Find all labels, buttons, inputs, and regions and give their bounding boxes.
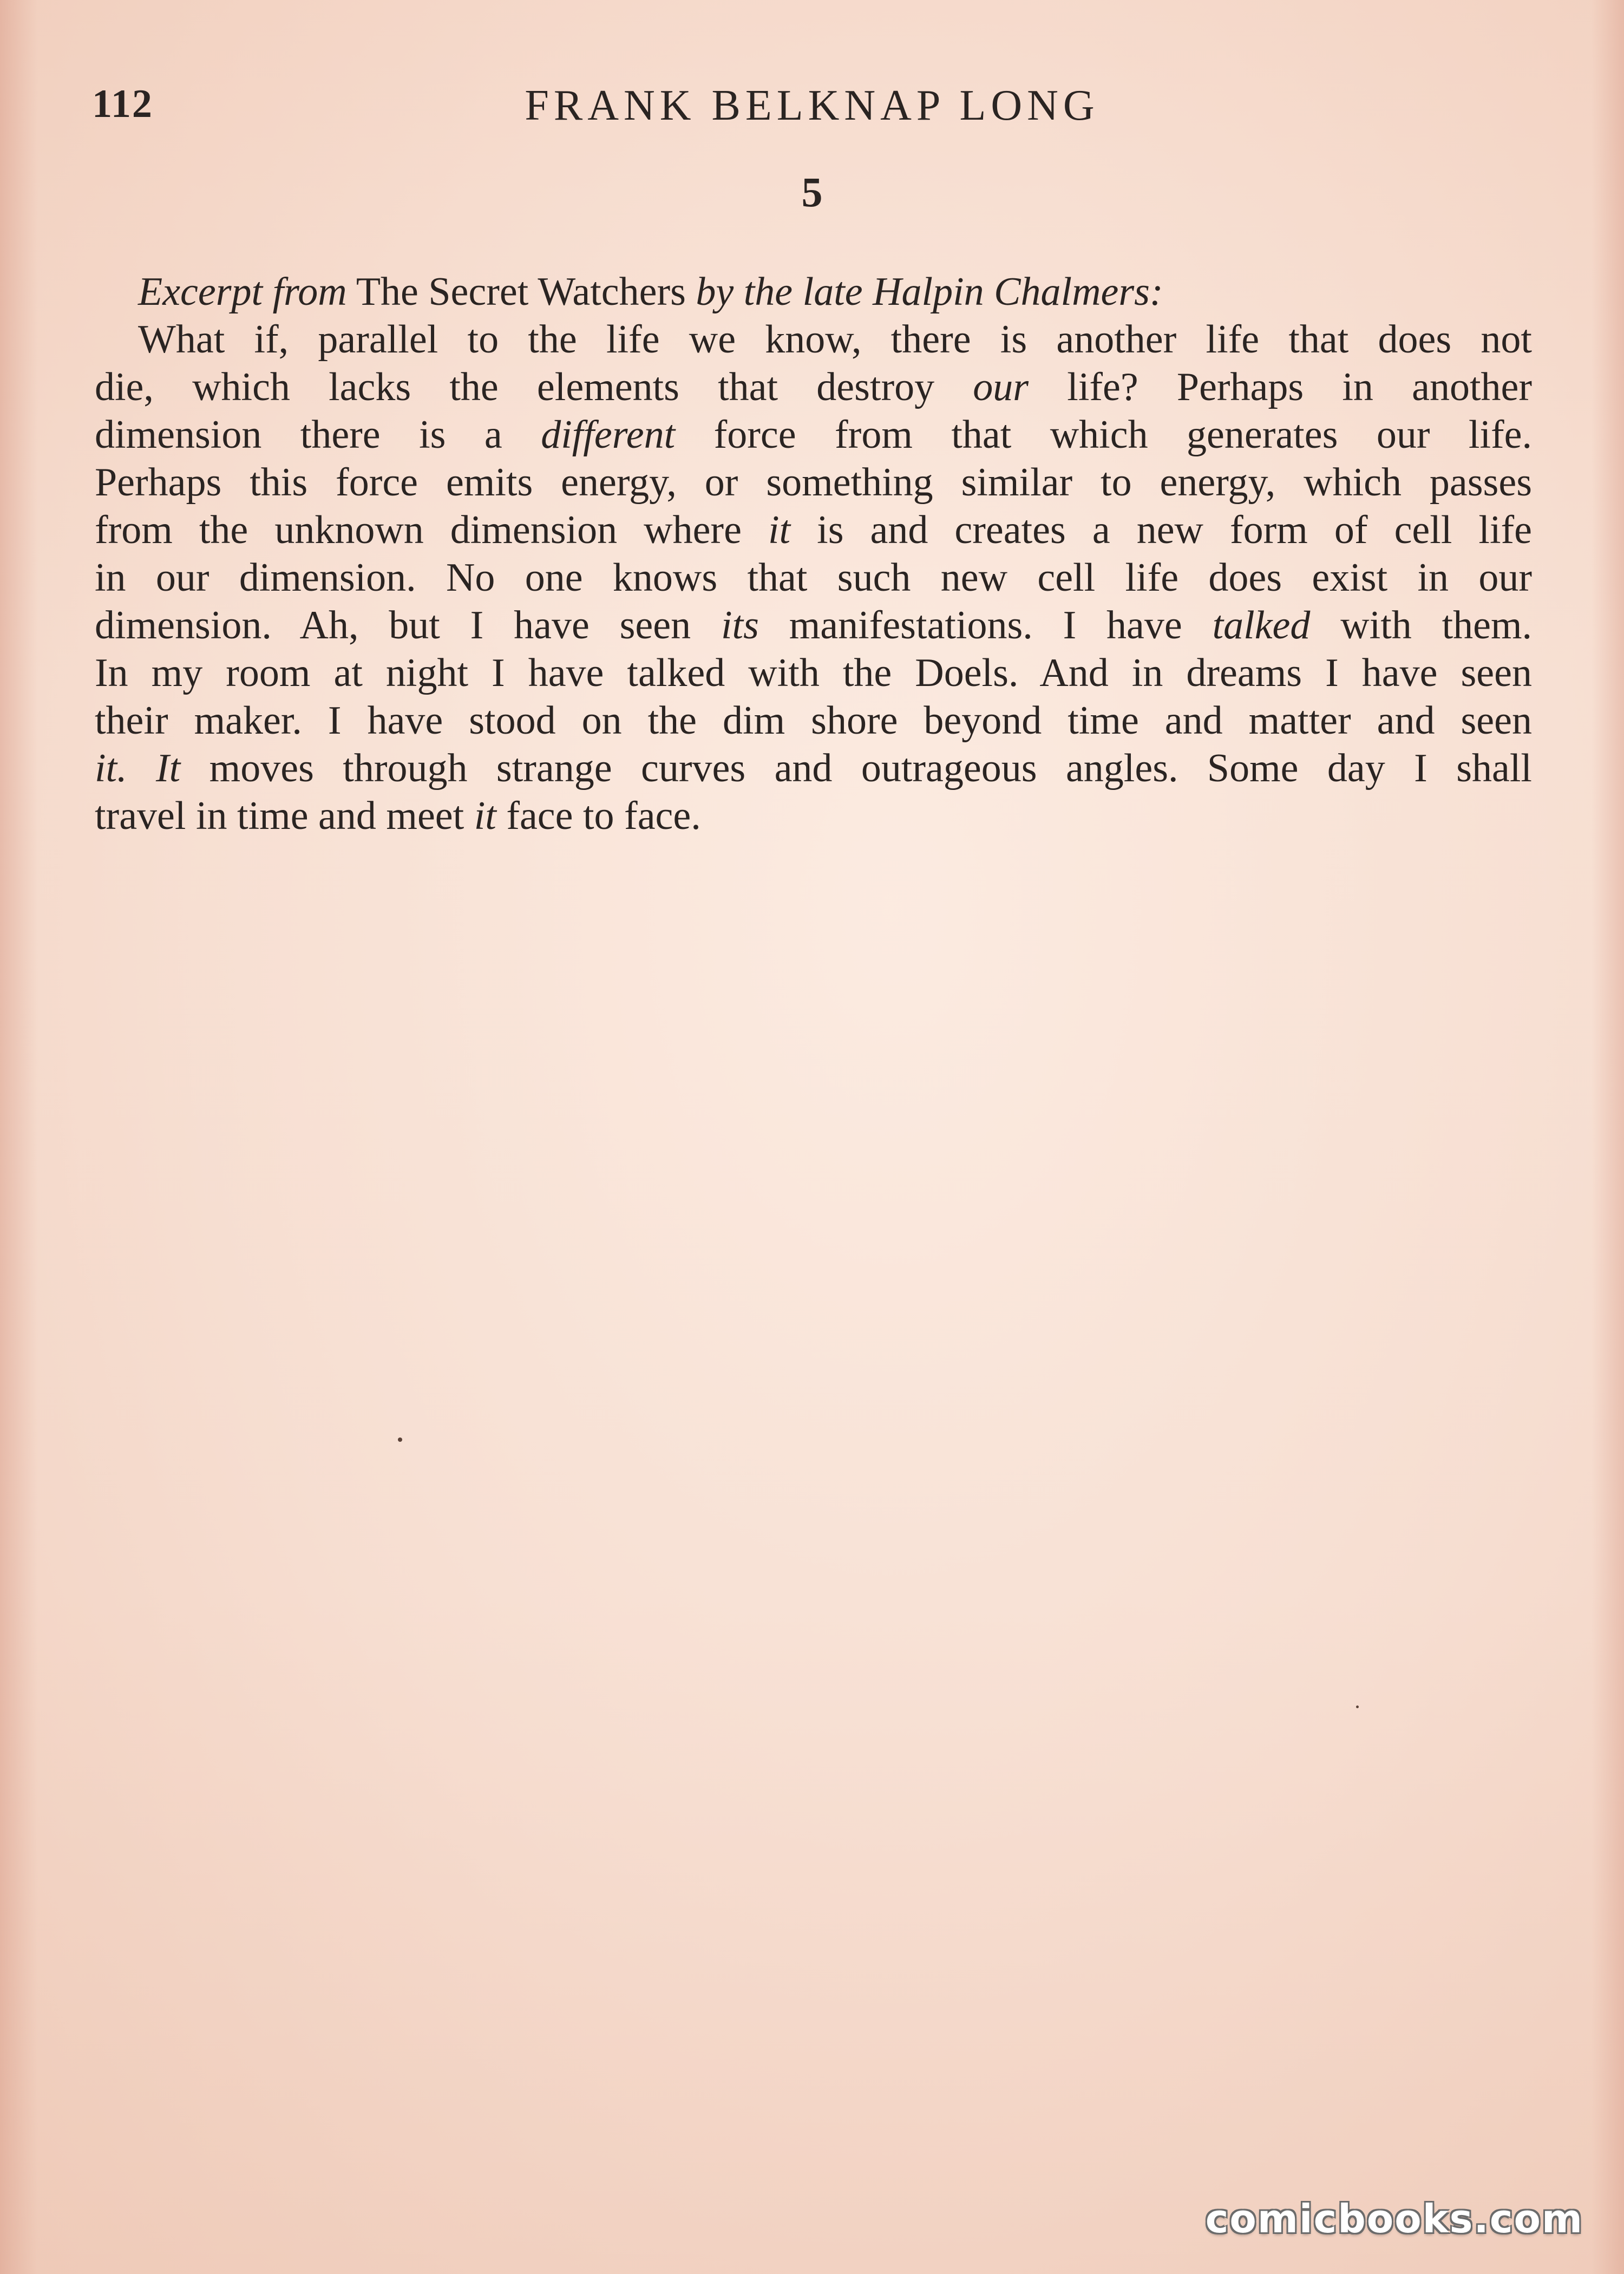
- text-line-10-italic: it. It: [95, 746, 181, 790]
- text-line-2: [95, 363, 1532, 411]
- intro-part2: by the late Halpin Chalmers:: [696, 270, 1163, 314]
- text-line-11-part-a: travel in time and meet: [95, 794, 464, 838]
- paper-speck: [398, 1437, 402, 1442]
- running-head: [92, 81, 1532, 141]
- excerpt-text: [95, 268, 1532, 840]
- text-line-7: [95, 602, 1532, 649]
- text-line-4-content: Perhaps this force emits energy, or something similar to energy, which passes: [95, 460, 1532, 505]
- intro-book-title: The Secret Watchers: [356, 270, 686, 314]
- text-line-4: [95, 459, 1532, 506]
- intro-part1: Excerpt from: [138, 270, 347, 314]
- paper-speck: [1356, 1706, 1359, 1708]
- text-line-8: [95, 649, 1532, 697]
- watermark-logo: comicbooks.com: [1205, 2196, 1583, 2242]
- page-edge-shadow-left: [0, 0, 38, 2274]
- text-line-5-part-a: from the unknown dimension where: [95, 508, 742, 552]
- text-line-9: [95, 697, 1532, 744]
- text-line-8-content: In my room at night I have talked with the Doels. And in dreams I have seen: [95, 651, 1532, 695]
- page-number: 112: [92, 82, 153, 126]
- text-line-2-part-c: life? Perhaps in another: [1067, 365, 1533, 409]
- text-line-9-content: their maker. I have stood on the dim shore beyond time and matter and seen: [95, 698, 1532, 743]
- text-line-5: [95, 506, 1532, 554]
- text-line-1: [95, 316, 1532, 363]
- text-line-2-italic: our: [973, 365, 1029, 409]
- excerpt-intro: [95, 268, 1532, 316]
- text-line-3: [95, 411, 1532, 459]
- text-line-7-italic-a: its: [721, 603, 759, 648]
- text-line-6: [95, 554, 1532, 602]
- page-edge-shadow-right: [1592, 0, 1624, 2274]
- text-line-1-content: What if, parallel to the life we know, there is another life that does not: [138, 317, 1532, 362]
- text-line-2-part-a: die, which lacks the elements that destroy: [95, 365, 935, 409]
- text-line-3-italic: different: [541, 413, 676, 457]
- text-line-7-part-e: with them.: [1340, 603, 1533, 648]
- text-line-10-part-b: moves through strange curves and outrageous angles. Some day I shall: [209, 746, 1532, 790]
- text-line-11-part-c: face to face.: [506, 794, 701, 838]
- text-line-7-part-a: dimension. Ah, but I have seen: [95, 603, 691, 648]
- text-line-3-part-a: dimension there is a: [95, 413, 502, 457]
- text-line-6-content: in our dimension. No one knows that such new cell life does exist in our: [95, 556, 1532, 600]
- text-line-11-italic: it: [474, 794, 496, 838]
- text-line-3-part-c: force from that which generates our life.: [713, 413, 1533, 457]
- text-line-11: [95, 792, 1532, 840]
- running-head-author: FRANK BELKNAP LONG: [525, 82, 1099, 129]
- text-line-7-italic-b: talked: [1212, 603, 1311, 648]
- text-line-5-italic: it: [768, 508, 791, 552]
- text-line-10: [95, 744, 1532, 792]
- chapter-number: 5: [801, 168, 823, 215]
- text-line-7-part-c: manifestations. I have: [789, 603, 1182, 648]
- text-line-5-part-c: is and creates a new form of cell life: [817, 508, 1533, 552]
